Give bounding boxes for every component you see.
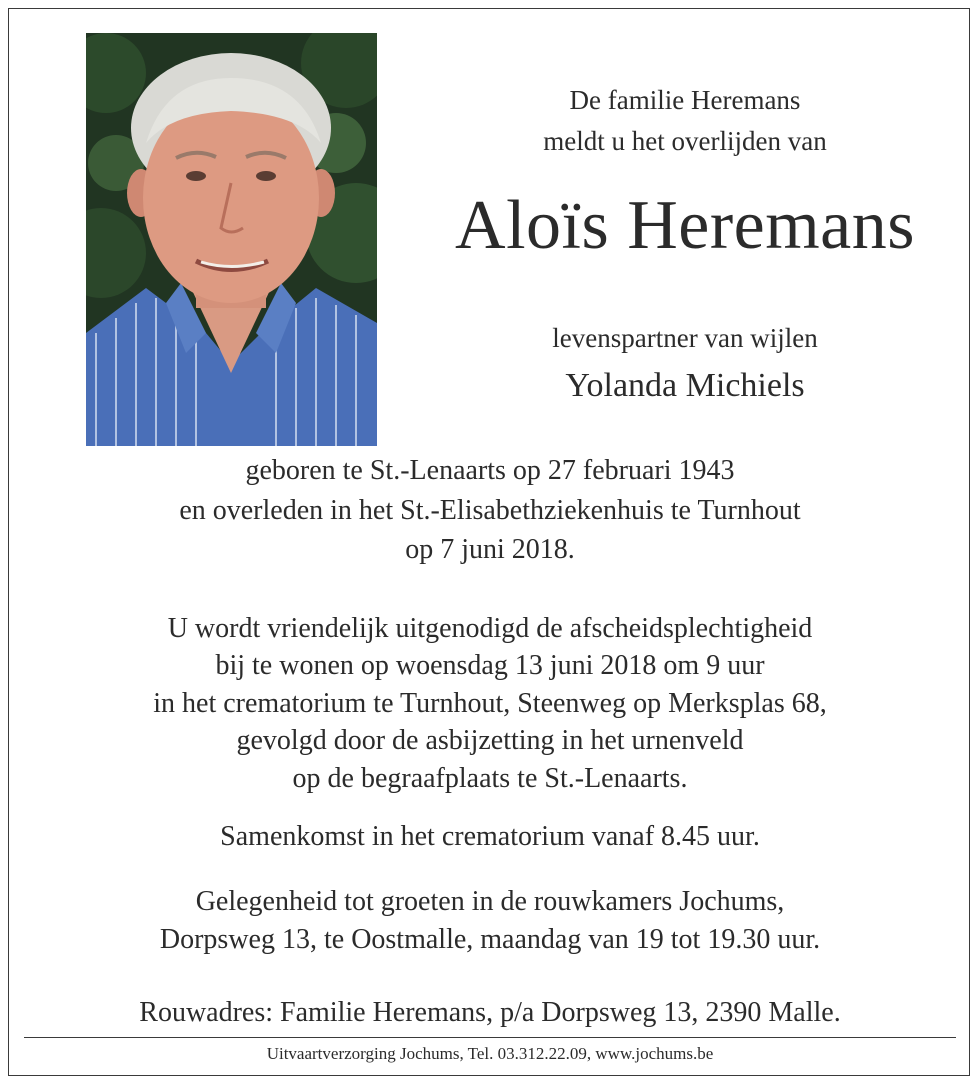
address-line: Rouwadres: Familie Heremans, p/a Dorpsweg 13, 2390 Malle. (139, 997, 841, 1028)
ceremony-line-2: bij te wonen op woensdag 13 juni 2018 om 9 uur (215, 650, 765, 681)
intro-line-1: De familie Heremans (569, 85, 801, 115)
viewing-line-1: Gelegenheid tot groeten in de rouwkamers Jochums, (195, 886, 785, 917)
portrait-photo (86, 33, 377, 446)
footer-credit: Uitvaartverzorging Jochums, Tel. 03.312.22.09, www.jochums.be (266, 1044, 714, 1063)
partner-label: levenspartner van wijlen (552, 323, 818, 353)
partner-name: Yolanda Michiels (565, 367, 805, 404)
deceased-name: Aloïs Heremans (455, 187, 915, 264)
viewing-line-2: Dorpsweg 13, te Oostmalle, maandag van 19 tot 19.30 uur. (159, 924, 821, 955)
ceremony-line-3: in het crematorium te Turnhout, Steenweg op Merksplas 68, (153, 688, 827, 719)
ceremony-line-4: gevolgd door de asbijzetting in het urnenveld (236, 725, 744, 756)
ceremony-line-5: op de begraafplaats te St.-Lenaarts. (292, 763, 688, 794)
intro-line-2: meldt u het overlijden van (543, 126, 827, 156)
death-date-line: op 7 juni 2018. (405, 534, 575, 565)
ceremony-line-1: U wordt vriendelijk uitgenodigd de afscheidsplechtigheid (167, 613, 813, 644)
birth-line: geboren te St.-Lenaarts op 27 februari 1943 (245, 455, 735, 486)
gathering-line: Samenkomst in het crematorium vanaf 8.45 uur. (220, 821, 760, 852)
footer-divider (24, 1037, 956, 1038)
death-line: en overleden in het St.-Elisabethziekenhuis te Turnhout (179, 495, 801, 526)
